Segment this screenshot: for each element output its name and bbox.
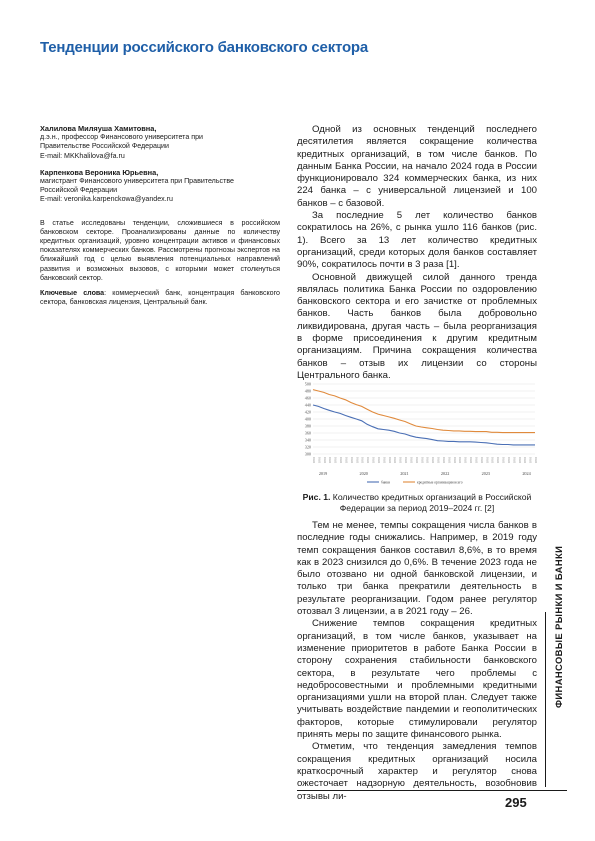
x-tick-label: 01.01 — [322, 457, 326, 464]
x-tick-label: 01.01 — [490, 457, 494, 464]
x-tick-label: 01.01 — [436, 457, 440, 464]
y-tick-label: 380 — [304, 423, 311, 429]
author-email: E-mail: veronika.karpenckowa@yandex.ru — [40, 195, 173, 204]
x-tick-label: 01.01 — [333, 457, 337, 464]
y-tick-label: 340 — [304, 437, 311, 443]
x-tick-label: 01.01 — [523, 457, 527, 464]
x-tick-label: 01.01 — [447, 457, 451, 464]
x-tick-label: 01.01 — [420, 457, 424, 464]
paragraph: Отметим, что тенденция замедления темпов сокращения кредитных организаций носила краткосрочный характер и регулятор снова ожесточает надзорную деятельность, возобновив отзывы ли- — [297, 741, 537, 802]
x-tick-label: 01.01 — [393, 457, 397, 464]
year-label: 2020 — [359, 471, 368, 476]
article-title: Тенденции российского банковского сектора — [40, 39, 369, 56]
year-label: 2024 — [522, 471, 531, 476]
author-email: E-mail: MKKhalilova@fa.ru — [40, 151, 125, 160]
author-affiliation: Правительстве Российской Федерации — [40, 142, 169, 151]
x-tick-label: 01.01 — [344, 457, 348, 464]
line-chart — [297, 378, 541, 488]
year-label: 2022 — [440, 471, 450, 476]
x-tick-label: 01.01 — [501, 457, 505, 464]
legend-label: кредитные организации всего — [417, 480, 463, 485]
footer-divider — [297, 790, 567, 791]
x-tick-label: 01.01 — [528, 457, 532, 464]
author-name: Халилова Миляуша Хамитовна, — [40, 124, 157, 133]
x-tick-label: 01.01 — [366, 457, 370, 464]
keywords-label: Ключевые слова — [40, 289, 105, 298]
abstract: В статье исследованы тенденции, сложившиеся в российском банковском секторе. Проанализированы данные по количеству кредитных организаций, уровню концентрации активов и финансовых показателях коммерческих банков. Рассмотрены прогнозы экспертов на ближайший год с целью выявления потенциальных направлений развития и возможных вызовов, с которыми может столкнуться банковский сектор. — [40, 218, 280, 282]
x-tick-label: 01.01 — [328, 457, 332, 464]
x-tick-label: 01.01 — [506, 457, 510, 464]
y-tick-label: 440 — [304, 402, 311, 408]
y-tick-label: 360 — [304, 430, 311, 436]
x-tick-label: 01.01 — [376, 457, 380, 464]
x-tick-label: 01.01 — [355, 457, 359, 464]
y-tick-label: 420 — [304, 409, 311, 415]
x-tick-label: 01.01 — [452, 457, 456, 464]
y-tick-label: 500 — [304, 381, 311, 387]
author-name: Карпенкова Вероника Юрьевна, — [40, 167, 159, 177]
body-text-bottom — [297, 520, 537, 803]
keywords-text: : коммерческий банк, концентрация банковского сектора, банковская лицензия, Центральный банк. — [40, 289, 280, 307]
year-label: 2021 — [400, 471, 409, 476]
x-tick-label: 01.01 — [517, 457, 521, 464]
caption-text: Количество кредитных организаций в Российской Федерации за период 2019–2024 гг. [2] — [330, 492, 532, 513]
x-tick-label: 01.01 — [463, 457, 467, 464]
x-tick-label: 01.01 — [404, 457, 408, 464]
page-number: 295 — [505, 795, 527, 810]
y-tick-label: 300 — [304, 451, 311, 457]
x-tick-label: 01.01 — [317, 457, 321, 464]
x-tick-label: 01.01 — [479, 457, 483, 464]
paragraph: Основной движущей силой данного тренда являлась политика Банка России по оздоровлению банковского сектора и его зачистке от проблемных банков. Часть банков была добровольно ликвидирована, другая часть – была реорганизация в форме присоединения к другим кредитным организациям. Причина сокращения количества банков – отзыв их лицензии со стороны Центрального банка. — [297, 271, 537, 381]
x-tick-label: 01.01 — [441, 457, 445, 464]
paragraph: За последние 5 лет количество банков сократилось на 26%, с рынка ушло 116 банков (рис. 1). Всего за 13 лет количество кредитных организаций, среди которых доля банков составляет 90%, сократилось почти в 3 раза [1]. — [297, 210, 537, 271]
x-tick-label: 01.01 — [534, 457, 537, 464]
x-tick-label: 01.01 — [339, 457, 343, 464]
x-tick-label: 01.01 — [371, 457, 375, 464]
y-tick-label: 460 — [304, 395, 311, 401]
keywords — [40, 289, 280, 307]
legend-label: банки — [381, 480, 391, 485]
author-affiliation: магистрант Финансового университета при Правительстве — [40, 177, 234, 186]
author-2 — [40, 168, 280, 205]
caption-label: Рис. 1. — [302, 492, 331, 502]
author-1 — [40, 124, 280, 161]
side-divider — [545, 612, 546, 787]
left-column — [40, 124, 280, 307]
y-tick-label: 400 — [304, 416, 311, 422]
x-tick-label: 01.01 — [387, 457, 391, 464]
year-label: 2019 — [318, 471, 328, 476]
x-tick-label: 01.01 — [409, 457, 413, 464]
body-text-top — [297, 124, 537, 382]
series-line — [313, 405, 535, 445]
paragraph: Одной из основных тенденций последнего десятилетия является сокращение количества кредитных организаций, в том числе банков. По данным Банка России, на начало 2024 года в России функционировало 324 коммерческих банка, из них 224 банка – с универсальной лицензией и 100 банков – с базовой. — [297, 124, 537, 209]
x-tick-label: 01.01 — [414, 457, 418, 464]
y-tick-label: 480 — [304, 388, 311, 394]
figure-1-chart — [297, 378, 541, 488]
x-tick-label: 01.01 — [458, 457, 462, 464]
paragraph: Тем не менее, темпы сокращения числа банков в последние годы снижались. Например, в 2019 году темп сокращения банков составил 8,6%, в то время как в 2023 снизился до 0,6%. В течение 2023 года не было отозвано ни одной банковской лицензии, и только три банка прекратили деятельность в результате реорганизации. Годом ранее регулятор отозвал 3 лицензии, а в 2021 году – 26. — [297, 520, 537, 618]
x-tick-label: 01.01 — [382, 457, 386, 464]
x-tick-label: 01.01 — [398, 457, 402, 464]
x-tick-label: 01.01 — [349, 457, 353, 464]
author-affiliation: д.э.н., профессор Финансового университета при — [40, 133, 203, 142]
x-tick-label: 01.01 — [431, 457, 435, 464]
author-affiliation: Российской Федерации — [40, 186, 118, 195]
x-tick-label: 01.01 — [512, 457, 516, 464]
x-tick-label: 01.01 — [425, 457, 429, 464]
figure-caption — [297, 492, 537, 514]
x-tick-label: 01.01 — [312, 457, 315, 464]
x-tick-label: 01.01 — [474, 457, 478, 464]
x-tick-label: 01.01 — [360, 457, 364, 464]
section-label: ФИНАНСОВЫЕ РЫНКИ И БАНКИ — [553, 545, 564, 708]
y-tick-label: 320 — [304, 444, 311, 450]
paragraph: Снижение темпов сокращения кредитных организаций, в том числе банков, указывает на изменение приоритетов в работе Банка России в сторону сохранения стабильности банковского сектора, в результате чего проблемы с недобросовестными и проблемными кредитными организациями ушли на второй план. Следует также учитывать воздействие пандемии и геополитических факторов, которые стимулировали регулятор принять меры по защите финансового рынка. — [297, 618, 537, 741]
x-tick-label: 01.01 — [485, 457, 489, 464]
x-tick-label: 01.01 — [496, 457, 500, 464]
year-label: 2023 — [481, 471, 491, 476]
x-tick-label: 01.01 — [469, 457, 473, 464]
